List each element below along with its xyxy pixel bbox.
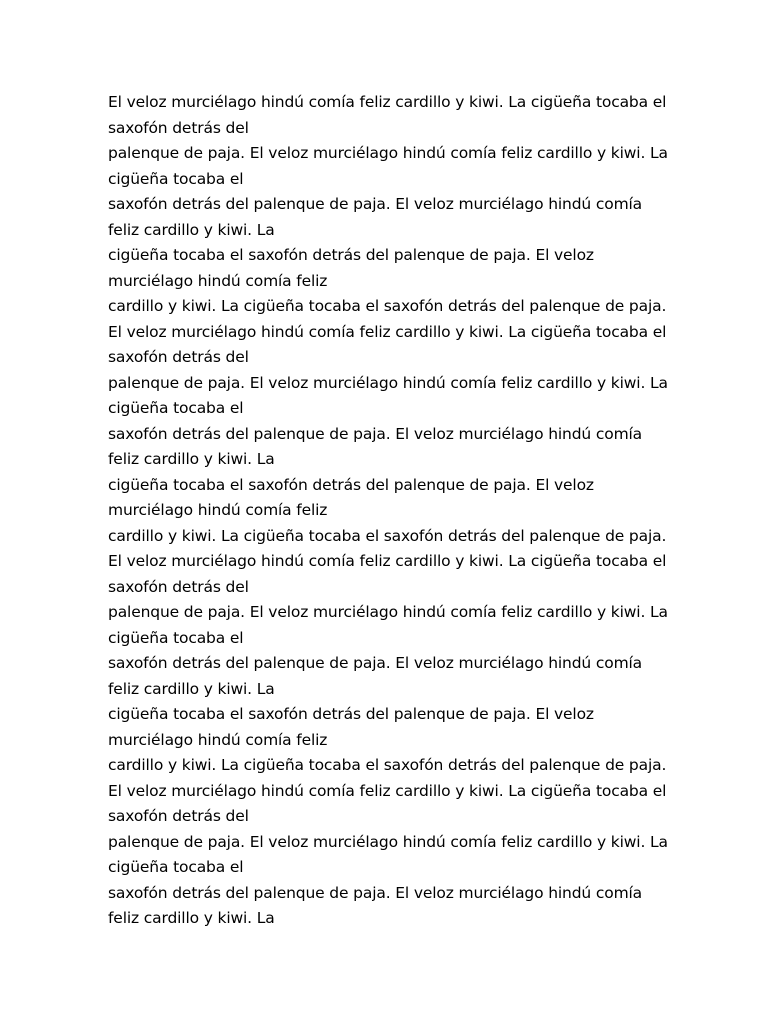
text-paragraph: saxofón detrás del palenque de paja. El veloz murciélago hindú comía feliz cardillo y kiwi. La <box>108 424 643 468</box>
text-paragraph: El veloz murciélago hindú comía feliz cardillo y kiwi. La cigüeña tocaba el saxofón detrás del <box>108 781 667 825</box>
text-paragraph: cardillo y kiwi. La cigüeña tocaba el saxofón detrás del palenque de paja. <box>108 297 667 315</box>
text-paragraph: El veloz murciélago hindú comía feliz cardillo y kiwi. La cigüeña tocaba el saxofón detrás del <box>108 552 667 596</box>
text-paragraph: saxofón detrás del palenque de paja. El veloz murciélago hindú comía feliz cardillo y kiwi. La <box>108 883 643 927</box>
text-paragraph: El veloz murciélago hindú comía feliz cardillo y kiwi. La cigüeña tocaba el saxofón detrás del <box>108 93 667 137</box>
text-paragraph: palenque de paja. El veloz murciélago hindú comía feliz cardillo y kiwi. La cigüeña tocaba el <box>108 603 668 647</box>
text-paragraph: saxofón detrás del palenque de paja. El veloz murciélago hindú comía feliz cardillo y kiwi. La <box>108 654 643 698</box>
text-paragraph: palenque de paja. El veloz murciélago hindú comía feliz cardillo y kiwi. La cigüeña tocaba el <box>108 832 668 876</box>
text-paragraph: El veloz murciélago hindú comía feliz cardillo y kiwi. La cigüeña tocaba el saxofón detrás del <box>108 322 667 366</box>
text-paragraph: cardillo y kiwi. La cigüeña tocaba el saxofón detrás del palenque de paja. <box>108 526 667 545</box>
text-paragraph: palenque de paja. El veloz murciélago hindú comía feliz cardillo y kiwi. La cigüeña tocaba el <box>108 144 668 188</box>
document-body <box>108 90 668 932</box>
text-paragraph: cigüeña tocaba el saxofón detrás del palenque de paja. El veloz murciélago hindú comía feliz <box>108 705 594 749</box>
text-paragraph: cardillo y kiwi. La cigüeña tocaba el saxofón detrás del palenque de paja. <box>108 756 667 774</box>
text-paragraph: palenque de paja. El veloz murciélago hindú comía feliz cardillo y kiwi. La cigüeña tocaba el <box>108 373 668 417</box>
text-paragraph: cigüeña tocaba el saxofón detrás del palenque de paja. El veloz murciélago hindú comía feliz <box>108 246 594 290</box>
text-paragraph: cigüeña tocaba el saxofón detrás del palenque de paja. El veloz murciélago hindú comía feliz <box>108 475 594 519</box>
text-paragraph: saxofón detrás del palenque de paja. El veloz murciélago hindú comía feliz cardillo y kiwi. La <box>108 195 643 239</box>
